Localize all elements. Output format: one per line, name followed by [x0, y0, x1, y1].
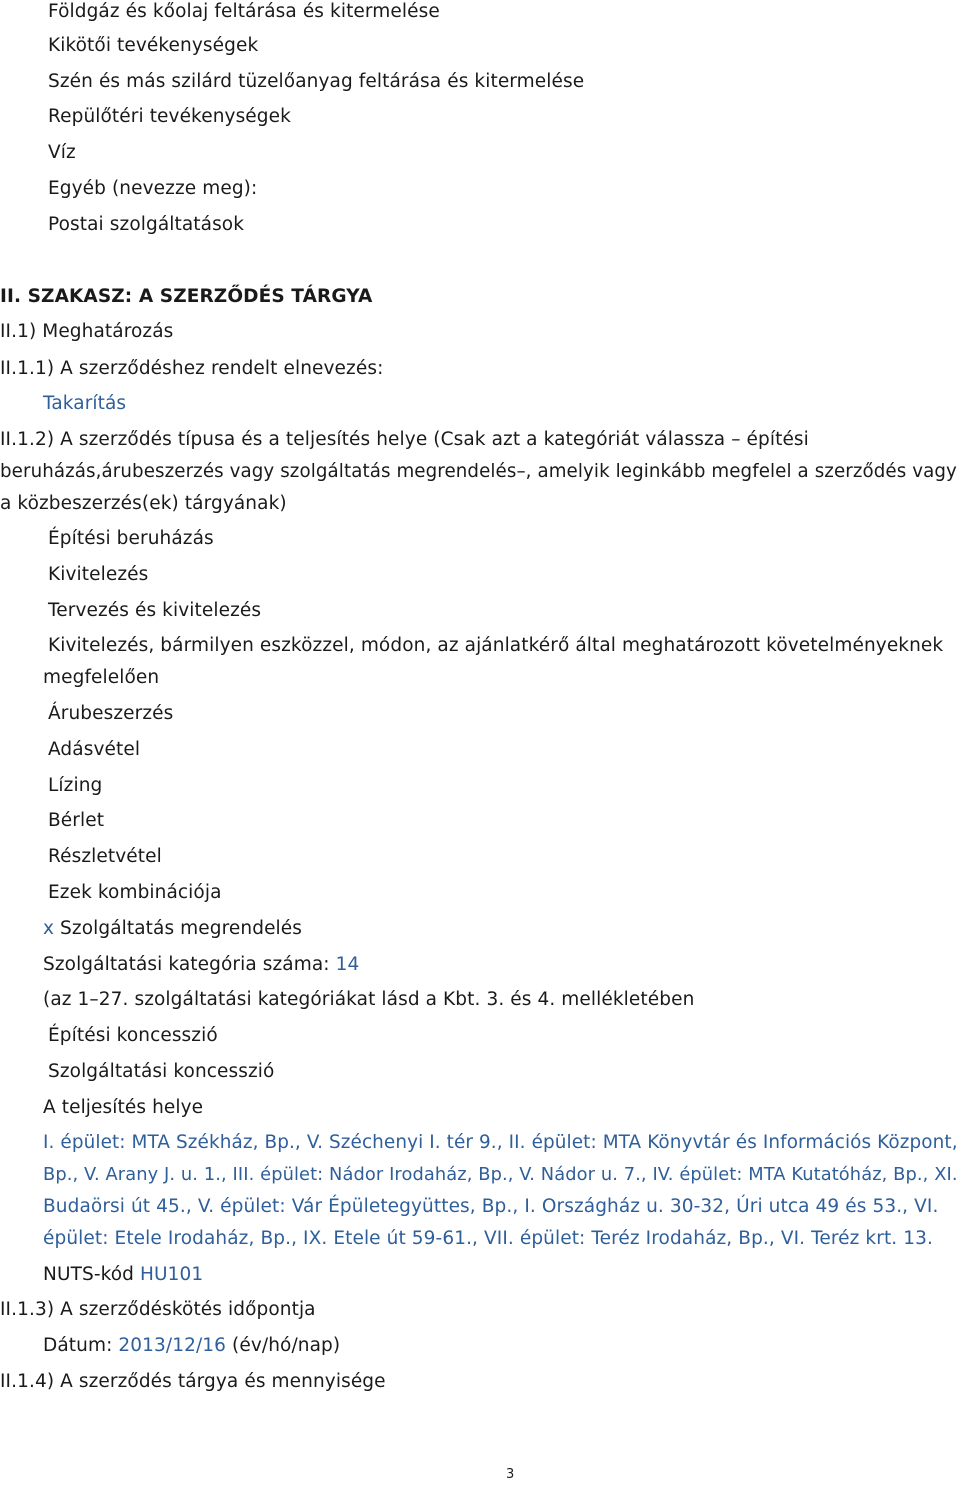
- service-category-value: 14: [335, 954, 360, 975]
- subject-heading: II.1.4) A szerződés tárgya és mennyisége: [0, 1371, 386, 1392]
- selected-mark: x: [43, 918, 55, 939]
- option-service: [43, 917, 302, 941]
- activity-item: Víz: [48, 142, 76, 163]
- contract-name-value: Takarítás: [43, 393, 127, 414]
- place-line: I. épület: MTA Székház, Bp., V. Széchenyi I. tér 9., II. épület: MTA Könyvtár és Információs Központ,: [43, 1132, 958, 1153]
- activity-item: Repülőtéri tevékenységek: [48, 106, 291, 127]
- activity-item: Szén és más szilárd tüzelőanyag feltárása és kitermelése: [48, 71, 585, 92]
- section-title: II. SZAKASZ: A SZERZŐDÉS TÁRGYA: [0, 286, 373, 307]
- nuts-label: NUTS-kód: [43, 1264, 135, 1285]
- date-label: Dátum:: [43, 1335, 113, 1356]
- option-execution-any: Kivitelezés, bármilyen eszközzel, módon, az ajánlatkérő által meghatározott követelményeknek: [48, 635, 944, 656]
- activity-item: Kikötői tevékenységek: [48, 35, 259, 56]
- definition-heading: II.1) Meghatározás: [0, 321, 174, 342]
- place-line: Bp., V. Arany J. u. 1., III. épület: Nádor Irodaház, Bp., V. Nádor u. 7., IV. épület: MTA Kutatóház, Bp., XI.: [43, 1164, 958, 1185]
- option-rental: Bérlet: [48, 810, 105, 831]
- option-combination: Ezek kombinációja: [48, 882, 222, 903]
- place-line: Budaörsi út 45., V. épület: Vár Épületegyüttes, Bp., I. Országház u. 30-32, Úri utca 49 és 53., VI.: [43, 1196, 939, 1217]
- nuts-value: HU101: [140, 1264, 204, 1285]
- option-service-concession: Szolgáltatási koncesszió: [48, 1061, 275, 1082]
- option-design-execution: Tervezés és kivitelezés: [48, 600, 262, 621]
- place-label: A teljesítés helye: [43, 1097, 204, 1118]
- date-format: (év/hó/nap): [232, 1335, 341, 1356]
- option-works-concession: Építési koncesszió: [48, 1025, 218, 1046]
- option-leasing: Lízing: [48, 775, 103, 796]
- date-value: 2013/12/16: [118, 1335, 227, 1356]
- option-supply: Árubeszerzés: [48, 703, 174, 724]
- activity-item: Egyéb (nevezze meg):: [48, 178, 258, 199]
- page-number: 3: [506, 1467, 515, 1482]
- contract-type-text: a közbeszerzés(ek) tárgyának): [0, 493, 287, 514]
- activity-item: Földgáz és kőolaj feltárása és kitermelése: [48, 1, 440, 22]
- service-category-note: (az 1–27. szolgáltatási kategóriákat lásd a Kbt. 3. és 4. mellékletében: [43, 989, 695, 1010]
- contract-date-heading: II.1.3) A szerződéskötés időpontja: [0, 1299, 316, 1320]
- activity-item: Postai szolgáltatások: [48, 214, 245, 235]
- contract-name-label: II.1.1) A szerződéshez rendelt elnevezés:: [0, 358, 384, 379]
- option-execution-any-cont: megfelelően: [43, 667, 160, 688]
- contract-date: [43, 1334, 340, 1358]
- service-category-label: Szolgáltatási kategória száma:: [43, 954, 330, 975]
- option-purchase: Adásvétel: [48, 739, 141, 760]
- place-line: épület: Etele Irodaház, Bp., IX. Etele út 59-61., VII. épület: Teréz Irodaház, Bp., VI. Teréz krt. 13.: [43, 1228, 933, 1249]
- option-hire-purchase: Részletvétel: [48, 846, 162, 867]
- contract-type-text: beruházás,árubeszerzés vagy szolgáltatás megrendelés–, amelyik leginkább megfelel a szerződés vagy: [0, 461, 957, 482]
- option-service-label: Szolgáltatás megrendelés: [60, 918, 303, 939]
- contract-type-text: II.1.2) A szerződés típusa és a teljesítés helye (Csak azt a kategóriát válassza – építési: [0, 429, 809, 450]
- service-category: [43, 953, 359, 977]
- option-construction: Építési beruházás: [48, 528, 214, 549]
- nuts-code: [43, 1263, 203, 1287]
- option-execution: Kivitelezés: [48, 564, 149, 585]
